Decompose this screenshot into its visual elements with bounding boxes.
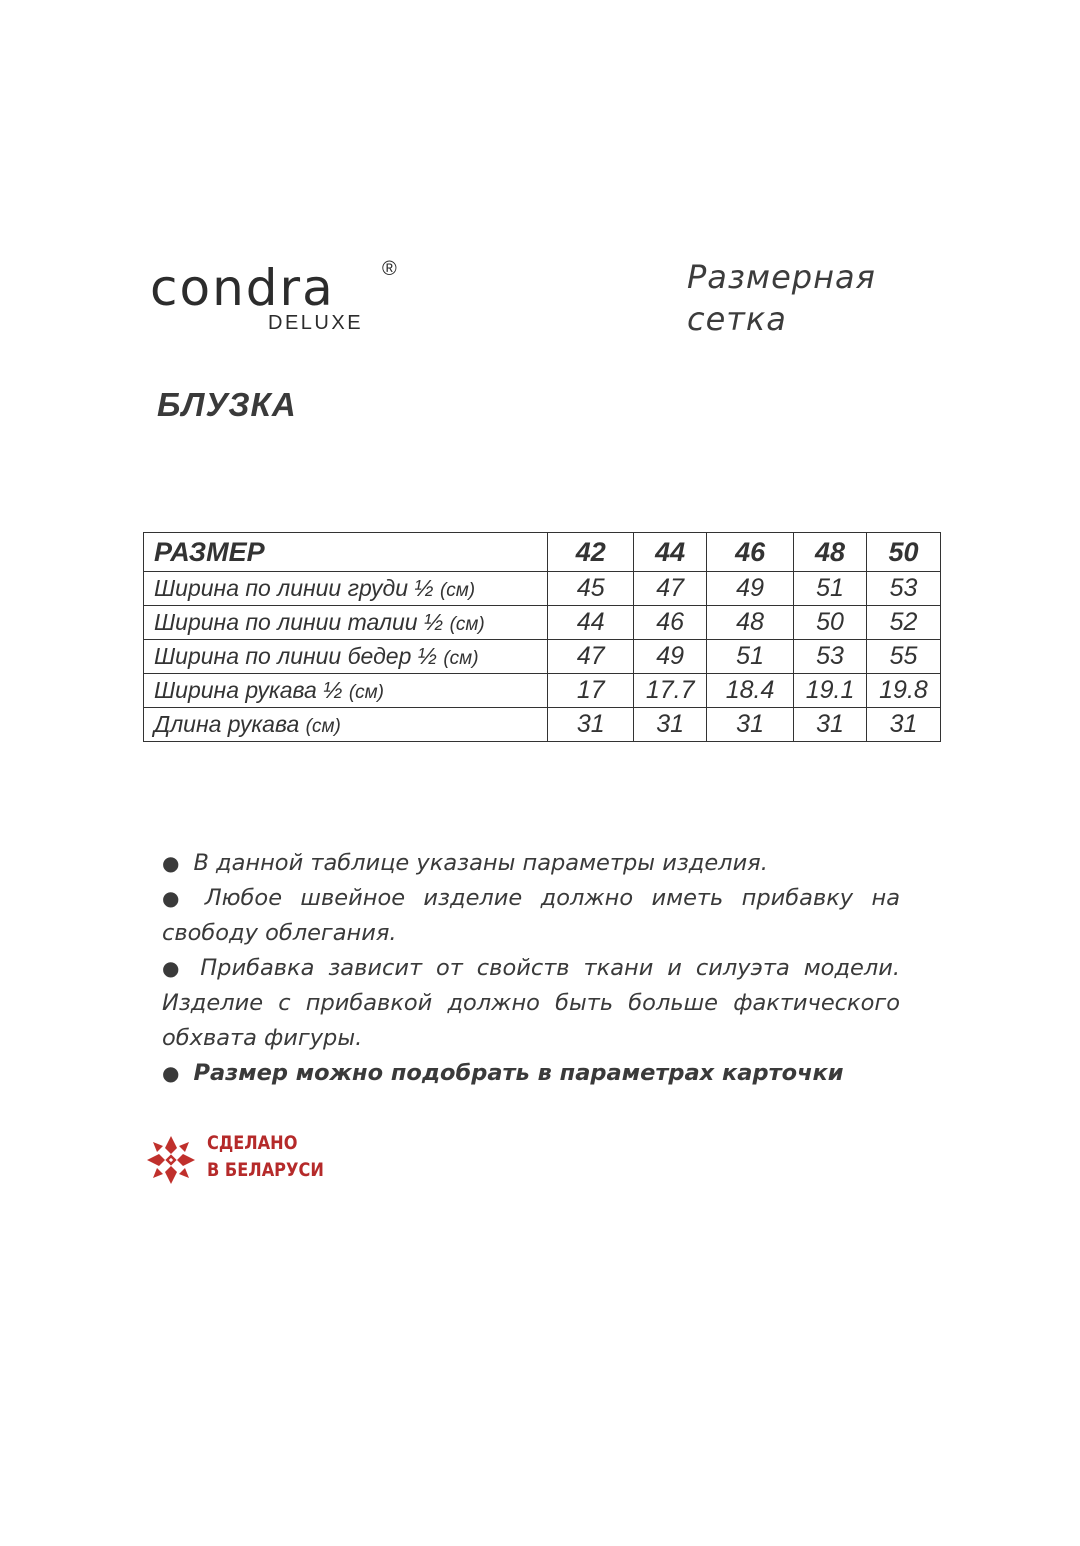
note-text: Прибавка зависит от свойств ткани и силуэта модели. Изделие с прибавкой должно быть больше фактического обхвата фигуры. [162,955,900,1051]
row-label [144,674,548,708]
header-size: 46 [707,533,794,572]
row-label-text: Ширина по линии бедер ½ [154,643,437,669]
note-text: Размер можно подобрать в параметрах карточки [193,1060,844,1086]
size-table [143,532,941,742]
table-row [144,708,941,742]
note-item [162,881,900,951]
product-name: БЛУЗКА [157,386,297,423]
row-label [144,572,548,606]
made-in-belarus-badge [143,1130,343,1190]
row-label [144,640,548,674]
header-size-label: РАЗМЕР [144,533,548,572]
bullet-icon: ● [162,851,180,875]
registered-mark: ® [382,258,397,280]
table-cell: 55 [867,640,941,674]
note-item [162,846,900,881]
made-in-line1: СДЕЛАНО [207,1132,298,1154]
table-cell: 47 [548,640,634,674]
table-cell: 51 [707,640,794,674]
table-cell: 19.1 [794,674,867,708]
brand-logo [150,258,410,338]
table-cell: 44 [548,606,634,640]
table-cell: 50 [794,606,867,640]
table-row [144,674,941,708]
table-cell: 49 [707,572,794,606]
table-header-row [144,533,941,572]
table-cell: 18.4 [707,674,794,708]
header-size: 44 [634,533,707,572]
table-row [144,640,941,674]
bullet-icon: ● [162,1061,180,1085]
table-cell: 31 [634,708,707,742]
ornament-icon [143,1132,199,1188]
header-size: 42 [548,533,634,572]
note-item [162,951,900,1056]
row-label-text: Ширина по линии груди ½ [154,575,434,601]
header-size: 48 [794,533,867,572]
document-title: Размерная сетка [687,258,876,338]
table-cell: 31 [707,708,794,742]
made-in-label [207,1130,324,1184]
row-label [144,606,548,640]
table-cell: 31 [867,708,941,742]
bullet-icon: ● [162,956,187,980]
brand-name: condra [150,259,335,317]
table-cell: 47 [634,572,707,606]
row-label-text: Ширина рукава ½ [154,677,343,703]
notes-list [162,846,900,1091]
row-label-text: Длина рукава [154,711,300,737]
bullet-icon: ● [162,886,191,910]
table-cell: 45 [548,572,634,606]
table-row [144,572,941,606]
table-cell: 51 [794,572,867,606]
row-unit: (см) [443,648,479,669]
row-label-text: Ширина по линии талии ½ [154,609,444,635]
row-unit: (см) [348,682,385,703]
note-text: В данной таблице указаны параметры изделия. [193,850,768,876]
table-cell: 17 [548,674,634,708]
table-cell: 48 [707,606,794,640]
row-unit: (см) [439,580,476,601]
made-in-line2: В БЕЛАРУСИ [207,1159,324,1181]
table-cell: 53 [867,572,941,606]
row-unit: (см) [305,716,341,737]
note-item [162,1056,900,1091]
row-label [144,708,548,742]
table-cell: 53 [794,640,867,674]
table-cell: 17.7 [634,674,707,708]
brand-subline: DELUXE [268,312,364,334]
table-cell: 52 [867,606,941,640]
row-unit: (см) [449,614,485,635]
note-text: Любое швейное изделие должно иметь прибавку на свободу облегания. [162,885,900,946]
table-row [144,606,941,640]
table-cell: 46 [634,606,707,640]
table-cell: 31 [548,708,634,742]
header-size: 50 [867,533,941,572]
table-cell: 19.8 [867,674,941,708]
table-cell: 49 [634,640,707,674]
table-cell: 31 [794,708,867,742]
